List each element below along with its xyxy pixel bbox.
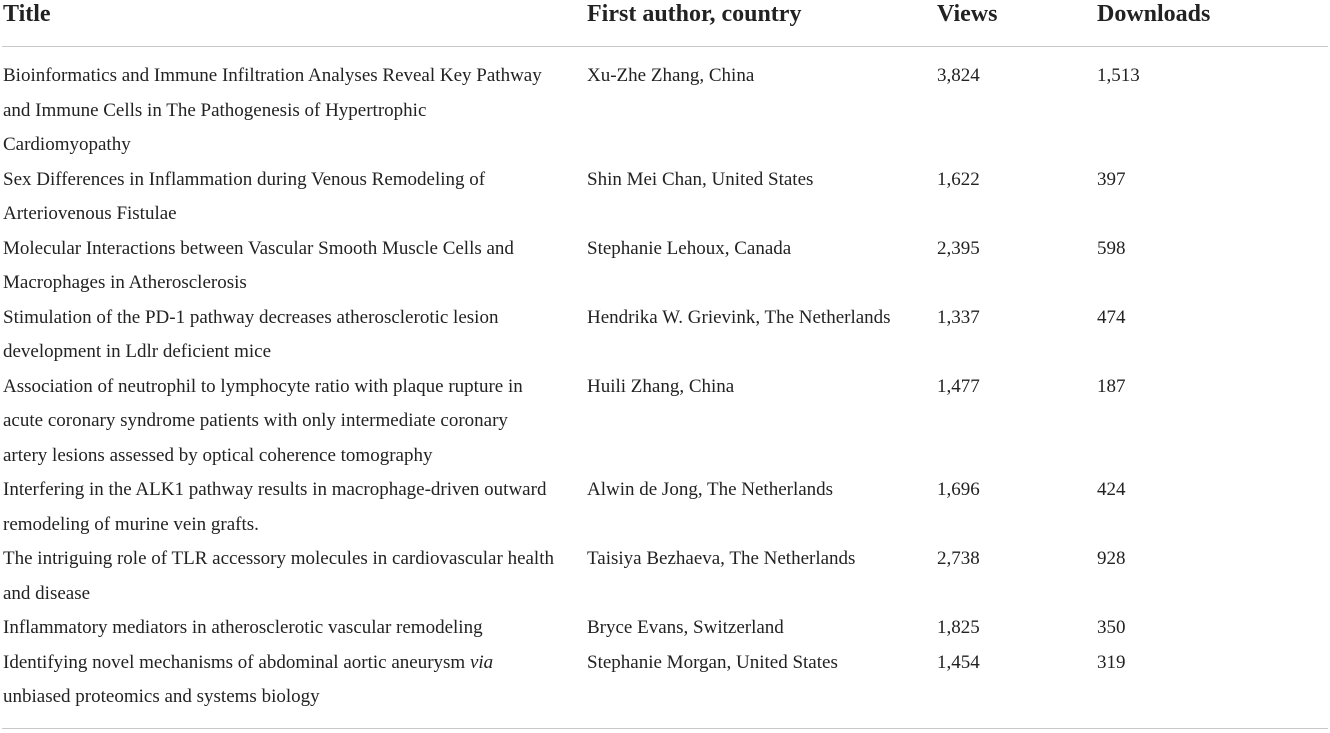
first-author-country: Shin Mei Chan, United States (587, 168, 814, 190)
articles-table (2, 0, 1328, 729)
first-author-country: Stephanie Lehoux, Canada (587, 237, 792, 259)
table-row (2, 646, 1328, 729)
downloads-count: 474 (1097, 306, 1126, 328)
downloads-count: 187 (1097, 375, 1126, 397)
downloads-count: 319 (1097, 651, 1126, 673)
header-row (2, 0, 1328, 47)
downloads-count: 1,513 (1097, 65, 1140, 86)
article-title: Interfering in the ALK1 pathway results in macrophage-driven outward remodeling of murine vein grafts. (3, 479, 547, 535)
table-row (2, 232, 1328, 301)
views-count: 1,825 (937, 617, 980, 638)
views-count: 2,395 (937, 237, 980, 259)
downloads-count: 397 (1097, 168, 1126, 190)
table-row (2, 542, 1328, 611)
first-author-country: Huili Zhang, China (587, 375, 735, 397)
views-count: 1,477 (937, 375, 980, 397)
article-title: Inflammatory mediators in atherosclerotic vascular remodeling (3, 617, 483, 638)
article-title-italic: via (469, 651, 494, 673)
table-row (2, 611, 1328, 646)
first-author-country: Bryce Evans, Switzerland (587, 617, 784, 638)
article-title: Association of neutrophil to lymphocyte ratio with plaque rupture in acute coronary syndrome patients with only intermediate coronary artery lesions assessed by optical coherence tomography (3, 375, 523, 466)
views-count: 1,696 (937, 479, 980, 500)
article-title: The intriguing role of TLR accessory molecules in cardiovascular health and disease (3, 548, 554, 604)
article-title: Sex Differences in Inflammation during Venous Remodeling of Arteriovenous Fistulae (3, 168, 486, 224)
table-row (2, 163, 1328, 232)
first-author-country: Taisiya Bezhaeva, The Netherlands (587, 548, 856, 569)
column-header-author: First author, country (586, 0, 936, 47)
table-row (2, 47, 1328, 163)
article-title: Stimulation of the PD-1 pathway decreases atherosclerotic lesion development in Ldlr deficient mice (3, 306, 499, 362)
table-row (2, 301, 1328, 370)
table-row (2, 473, 1328, 542)
first-author-country: Xu-Zhe Zhang, China (587, 65, 755, 86)
first-author-country: Alwin de Jong, The Netherlands (587, 479, 834, 500)
article-title-part: unbiased proteomics and systems biology (3, 686, 320, 707)
column-header-views: Views (936, 0, 1096, 47)
views-count: 2,738 (937, 548, 980, 569)
table-row (2, 370, 1328, 474)
downloads-count: 424 (1097, 479, 1126, 500)
article-title: Molecular Interactions between Vascular Smooth Muscle Cells and Macrophages in Atherosclerosis (3, 237, 514, 293)
downloads-count: 928 (1097, 548, 1126, 569)
column-header-downloads: Downloads (1096, 0, 1328, 47)
column-header-title: Title (2, 0, 586, 47)
views-count: 1,622 (937, 168, 980, 190)
views-count: 1,337 (937, 306, 980, 328)
article-title: Bioinformatics and Immune Infiltration Analyses Reveal Key Pathway and Immune Cells in The Pathogenesis of Hypertrophic Cardiomyopathy (3, 65, 542, 155)
downloads-count: 598 (1097, 237, 1126, 259)
views-count: 1,454 (937, 651, 980, 673)
article-title (2, 646, 586, 729)
downloads-count: 350 (1097, 617, 1126, 638)
first-author-country: Hendrika W. Grievink, The Netherlands (587, 306, 891, 328)
first-author-country: Stephanie Morgan, United States (587, 651, 838, 673)
article-title-part: Identifying novel mechanisms of abdominal aortic aneurysm (3, 651, 470, 673)
views-count: 3,824 (937, 65, 980, 86)
